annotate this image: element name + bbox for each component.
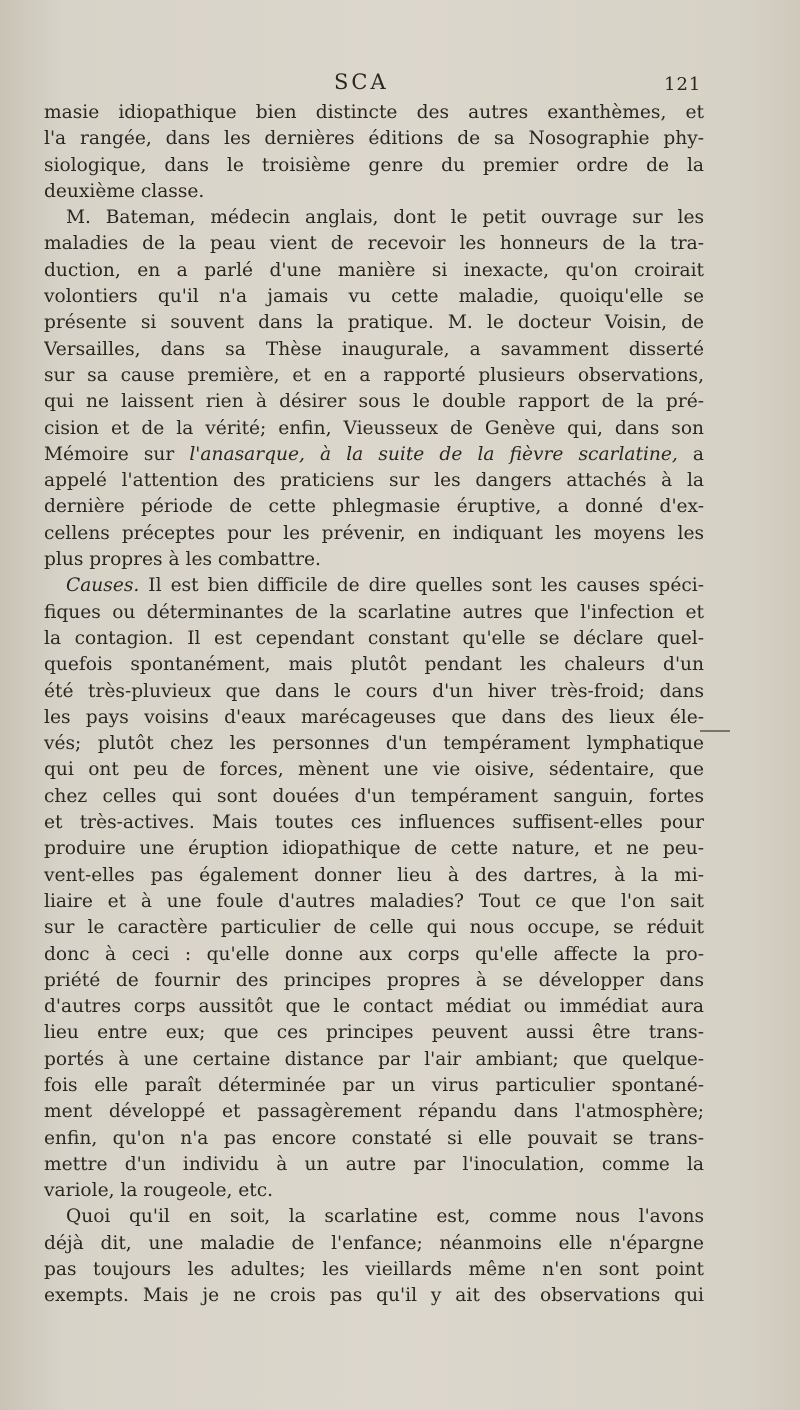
text-line: lieu entre eux; que ces principes peuvent aussi être trans- bbox=[44, 1022, 704, 1044]
text-line: vent-elles pas également donner lieu à des dartres, à la mi- bbox=[44, 864, 704, 886]
text-line: sur le caractère particulier de celle qui nous occupe, se réduit bbox=[44, 917, 704, 939]
text-line bbox=[44, 573, 704, 599]
text-line: duction, en a parlé d'une manière si inexacte, qu'on croirait bbox=[44, 259, 704, 281]
text-line: ment développé et passagèrement répandu dans l'atmosphère; bbox=[44, 1101, 704, 1123]
text-line: d'autres corps aussitôt que le contact médiat ou immédiat aura bbox=[44, 996, 704, 1018]
text-line: liaire et à une foule d'autres maladies? Tout ce que l'on sait bbox=[44, 890, 704, 912]
text-line: donc à ceci : qu'elle donne aux corps qu'elle affecte la pro- bbox=[44, 943, 704, 965]
text-line: M. Bateman, médecin anglais, dont le petit ouvrage sur les bbox=[66, 207, 704, 229]
text-fragment: Il est bien difficile de dire quelles sont les causes spéci- bbox=[139, 575, 704, 597]
text-line: enfin, qu'on n'a pas encore constaté si elle pouvait se trans- bbox=[44, 1127, 704, 1149]
text-line: fois elle paraît déterminée par un virus particulier spontané- bbox=[44, 1074, 704, 1096]
text-line: exempts. Mais je ne crois pas qu'il y ait des observations qui bbox=[44, 1285, 704, 1307]
text-fragment: a bbox=[677, 443, 704, 465]
text-line: vés; plutôt chez les personnes d'un tempérament lymphatique bbox=[44, 733, 704, 755]
text-fragment: Mémoire sur bbox=[44, 443, 190, 465]
text-line: dernière période de cette phlegmasie éruptive, a donné d'ex- bbox=[44, 496, 704, 518]
text-line: quefois spontanément, mais plutôt pendant les chaleurs d'un bbox=[44, 654, 704, 676]
text-line: fiques ou déterminantes de la scarlatine autres que l'infection et bbox=[44, 601, 704, 623]
text-line: mettre d'un individu à un autre par l'inoculation, comme la bbox=[44, 1153, 704, 1175]
text-line: cellens préceptes pour les prévenir, en indiquant les moyens les bbox=[44, 522, 704, 544]
text-line: qui ont peu de forces, mènent une vie oisive, sédentaire, que bbox=[44, 759, 704, 781]
page-number: 121 bbox=[664, 74, 702, 95]
text-line: et très-actives. Mais toutes ces influences suffisent-elles pour bbox=[44, 812, 704, 834]
italic-title: l'anasarque, à la suite de la fièvre scarlatine, bbox=[189, 443, 678, 465]
running-head bbox=[0, 70, 800, 100]
text-line: portés à une certaine distance par l'air ambiant; que quelque- bbox=[44, 1048, 704, 1070]
text-line: l'a rangée, dans les dernières éditions de sa Nosographie phy- bbox=[44, 128, 704, 150]
body-text bbox=[44, 100, 704, 1310]
text-line: maladies de la peau vient de recevoir les honneurs de la tra- bbox=[44, 233, 704, 255]
text-line: les pays voisins d'eaux marécageuses que dans des lieux éle- bbox=[44, 706, 704, 728]
text-line: cision et de la vérité; enfin, Vieusseux de Genève qui, dans son bbox=[44, 417, 704, 439]
text-line: déjà dit, une maladie de l'enfance; néanmoins elle n'épargne bbox=[44, 1232, 704, 1254]
text-line: volontiers qu'il n'a jamais vu cette maladie, quoiqu'elle se bbox=[44, 286, 704, 308]
text-line: produire une éruption idiopathique de cette nature, et ne peu- bbox=[44, 838, 704, 860]
text-line: pas toujours les adultes; les vieillards même n'en sont point bbox=[44, 1259, 704, 1281]
text-line: variole, la rougeole, etc. bbox=[44, 1180, 274, 1202]
section-label: Causes. bbox=[66, 575, 140, 597]
text-line: chez celles qui sont douées d'un tempérament sanguin, fortes bbox=[44, 785, 704, 807]
text-line: qui ne laissent rien à désirer sous le double rapport de la pré- bbox=[44, 391, 704, 413]
text-line: masie idiopathique bien distincte des autres exanthèmes, et bbox=[44, 102, 704, 123]
text-line: été très-pluvieux que dans le cours d'un hiver très-froid; dans bbox=[44, 680, 704, 702]
text-line bbox=[44, 442, 704, 468]
page-header-title: SCA bbox=[334, 70, 389, 94]
text-line: présente si souvent dans la pratique. M. le docteur Voisin, de bbox=[44, 312, 704, 334]
margin-dash bbox=[700, 730, 730, 732]
text-line: appelé l'attention des praticiens sur les dangers attachés à la bbox=[44, 470, 704, 492]
text-line: priété de fournir des principes propres à se développer dans bbox=[44, 969, 704, 991]
text-line: sur sa cause première, et en a rapporté plusieurs observations, bbox=[44, 364, 704, 386]
text-line: Quoi qu'il en soit, la scarlatine est, comme nous l'avons bbox=[66, 1206, 704, 1228]
text-line: Versailles, dans sa Thèse inaugurale, a savamment disserté bbox=[44, 338, 704, 360]
text-line: siologique, dans le troisième genre du premier ordre de la bbox=[44, 154, 704, 176]
text-line: deuxième classe. bbox=[44, 180, 205, 202]
text-line: la contagion. Il est cependant constant qu'elle se déclare quel- bbox=[44, 627, 704, 649]
text-line: plus propres à les combattre. bbox=[44, 549, 321, 571]
